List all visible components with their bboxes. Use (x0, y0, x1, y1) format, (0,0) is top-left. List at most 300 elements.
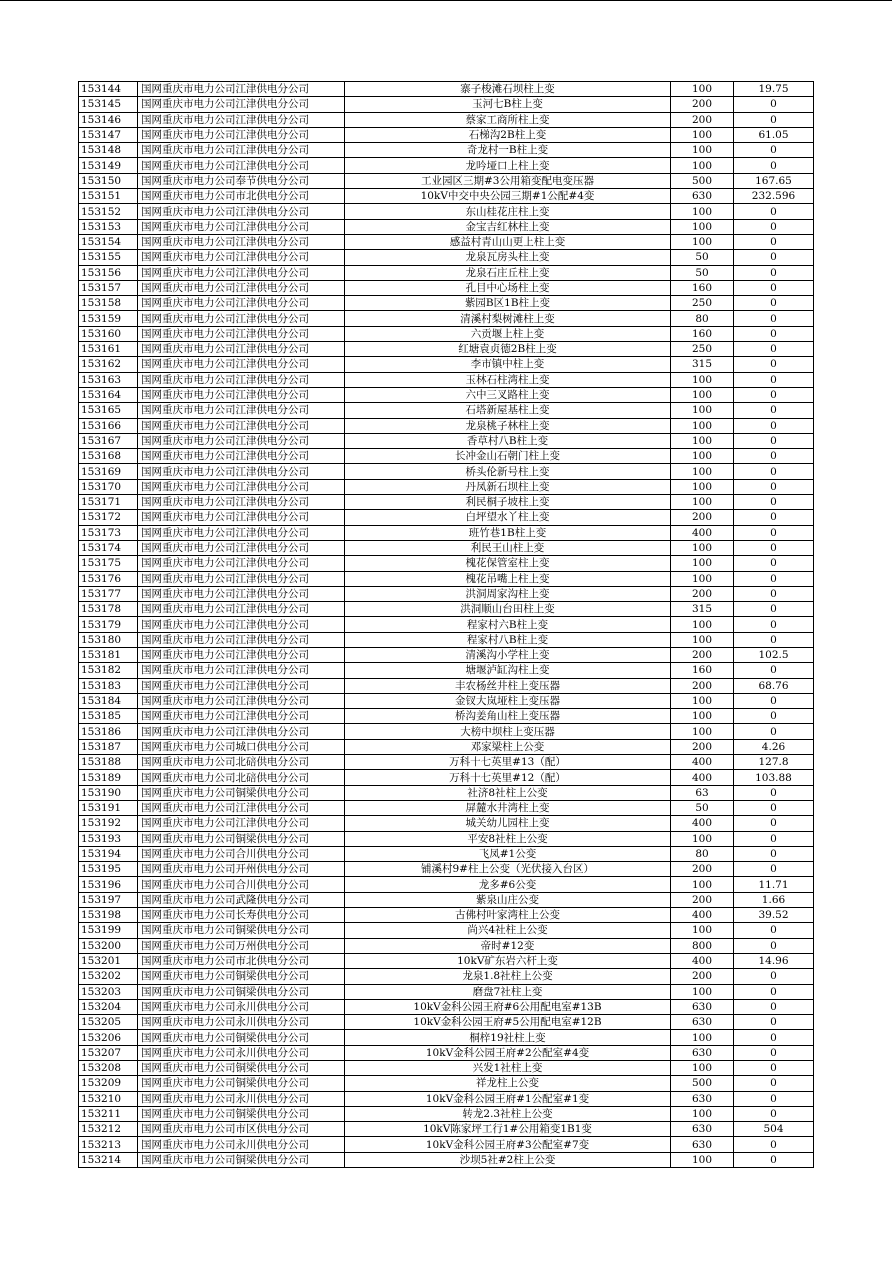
cell-capacity: 100 (671, 693, 734, 708)
cell-company: 国网重庆市电力公司江津供电分公司 (138, 540, 345, 555)
cell-value: 61.05 (734, 127, 814, 142)
cell-record-id: 153148 (79, 143, 138, 158)
cell-company: 国网重庆市电力公司江津供电分公司 (138, 82, 345, 97)
cell-company: 国网重庆市电力公司江津供电分公司 (138, 387, 345, 402)
cell-company: 国网重庆市电力公司江津供电分公司 (138, 326, 345, 341)
cell-record-id: 153144 (79, 82, 138, 97)
table-row (79, 311, 814, 326)
cell-company: 国网重庆市电力公司铜梁供电分公司 (138, 1061, 345, 1076)
table-row (79, 785, 814, 800)
cell-value: 0 (734, 112, 814, 127)
cell-capacity: 100 (671, 540, 734, 555)
cell-record-id: 153153 (79, 219, 138, 234)
cell-record-id: 153174 (79, 540, 138, 555)
cell-value: 0 (734, 372, 814, 387)
cell-transformer-name: 洪洞顺山台田柱上变 (345, 602, 671, 617)
cell-value: 0 (734, 602, 814, 617)
cell-capacity: 100 (671, 1030, 734, 1045)
cell-value: 0 (734, 250, 814, 265)
table-row (79, 189, 814, 204)
cell-value: 0 (734, 342, 814, 357)
cell-value: 0 (734, 999, 814, 1014)
cell-company: 国网重庆市电力公司铜梁供电分公司 (138, 785, 345, 800)
cell-transformer-name: 沙坝5社#2柱上公变 (345, 1152, 671, 1167)
cell-company: 国网重庆市电力公司江津供电分公司 (138, 464, 345, 479)
cell-transformer-name: 蔡家工商所柱上变 (345, 112, 671, 127)
cell-record-id: 153161 (79, 342, 138, 357)
cell-capacity: 100 (671, 877, 734, 892)
cell-value: 0 (734, 724, 814, 739)
cell-value: 0 (734, 1045, 814, 1060)
table-row (79, 816, 814, 831)
cell-transformer-name: 孔目中心场柱上变 (345, 280, 671, 295)
cell-company: 国网重庆市电力公司江津供电分公司 (138, 556, 345, 571)
table-row (79, 479, 814, 494)
cell-value: 0 (734, 143, 814, 158)
cell-value: 504 (734, 1122, 814, 1137)
cell-value: 0 (734, 265, 814, 280)
cell-transformer-name: 程家村八B柱上变 (345, 632, 671, 647)
cell-value: 0 (734, 433, 814, 448)
cell-transformer-name: 长冲金山石朝门柱上变 (345, 449, 671, 464)
table-row (79, 433, 814, 448)
cell-company: 国网重庆市电力公司江津供电分公司 (138, 127, 345, 142)
cell-value: 0 (734, 1137, 814, 1152)
cell-capacity: 630 (671, 999, 734, 1014)
table-row (79, 1122, 814, 1137)
cell-transformer-name: 磨盘7社柱上变 (345, 984, 671, 999)
cell-capacity: 630 (671, 1045, 734, 1060)
cell-capacity: 630 (671, 1015, 734, 1030)
table-body (79, 82, 814, 1168)
cell-transformer-name: 金钗大岚垭柱上变压器 (345, 693, 671, 708)
table-row (79, 984, 814, 999)
cell-transformer-name: 桥沟姜角山柱上变压器 (345, 709, 671, 724)
cell-capacity: 315 (671, 357, 734, 372)
table-row (79, 923, 814, 938)
cell-transformer-name: 清溪村梨树滩柱上变 (345, 311, 671, 326)
cell-record-id: 153159 (79, 311, 138, 326)
cell-transformer-name: 桐梓19社柱上变 (345, 1030, 671, 1045)
cell-value: 19.75 (734, 82, 814, 97)
table-row (79, 296, 814, 311)
cell-record-id: 153200 (79, 938, 138, 953)
cell-company: 国网重庆市电力公司永川供电分公司 (138, 1091, 345, 1106)
cell-company: 国网重庆市电力公司江津供电分公司 (138, 632, 345, 647)
cell-value: 0 (734, 1015, 814, 1030)
cell-company: 国网重庆市电力公司江津供电分公司 (138, 372, 345, 387)
cell-transformer-name: 龙泉石庄丘柱上变 (345, 265, 671, 280)
cell-company: 国网重庆市电力公司铜梁供电分公司 (138, 969, 345, 984)
cell-value: 0 (734, 846, 814, 861)
cell-capacity: 100 (671, 204, 734, 219)
cell-value: 0 (734, 219, 814, 234)
cell-record-id: 153202 (79, 969, 138, 984)
cell-capacity: 100 (671, 464, 734, 479)
cell-transformer-name: 龙吟垭口上柱上变 (345, 158, 671, 173)
cell-value: 0 (734, 280, 814, 295)
cell-capacity: 400 (671, 525, 734, 540)
cell-capacity: 400 (671, 770, 734, 785)
cell-capacity: 200 (671, 862, 734, 877)
cell-record-id: 153160 (79, 326, 138, 341)
table-row (79, 938, 814, 953)
table-row (79, 892, 814, 907)
cell-capacity: 100 (671, 984, 734, 999)
table-row (79, 510, 814, 525)
cell-value: 0 (734, 97, 814, 112)
cell-company: 国网重庆市电力公司江津供电分公司 (138, 219, 345, 234)
cell-company: 国网重庆市电力公司铜梁供电分公司 (138, 1076, 345, 1091)
cell-capacity: 100 (671, 495, 734, 510)
table-row (79, 953, 814, 968)
cell-transformer-name: 六贡堰上柱上变 (345, 326, 671, 341)
cell-capacity: 200 (671, 510, 734, 525)
cell-capacity: 200 (671, 892, 734, 907)
cell-value: 0 (734, 1106, 814, 1121)
cell-capacity: 100 (671, 1061, 734, 1076)
cell-capacity: 100 (671, 127, 734, 142)
cell-record-id: 153156 (79, 265, 138, 280)
cell-transformer-name: 大榜中坝柱上变压器 (345, 724, 671, 739)
cell-company: 国网重庆市电力公司市区供电分公司 (138, 1122, 345, 1137)
cell-transformer-name: 紫园B区1B柱上变 (345, 296, 671, 311)
cell-value: 0 (734, 449, 814, 464)
cell-record-id: 153212 (79, 1122, 138, 1137)
cell-company: 国网重庆市电力公司江津供电分公司 (138, 510, 345, 525)
cell-transformer-name: 帝时#12变 (345, 938, 671, 953)
table-row (79, 250, 814, 265)
cell-company: 国网重庆市电力公司开州供电分公司 (138, 862, 345, 877)
cell-company: 国网重庆市电力公司永川供电分公司 (138, 1015, 345, 1030)
table-row (79, 739, 814, 754)
cell-record-id: 153157 (79, 280, 138, 295)
cell-capacity: 160 (671, 663, 734, 678)
cell-transformer-name: 兴发1社柱上变 (345, 1061, 671, 1076)
table-row (79, 571, 814, 586)
table-row (79, 1015, 814, 1030)
cell-record-id: 153199 (79, 923, 138, 938)
cell-capacity: 200 (671, 678, 734, 693)
cell-capacity: 100 (671, 372, 734, 387)
cell-value: 0 (734, 816, 814, 831)
cell-value: 0 (734, 525, 814, 540)
cell-record-id: 153162 (79, 357, 138, 372)
cell-capacity: 160 (671, 280, 734, 295)
cell-capacity: 100 (671, 403, 734, 418)
cell-capacity: 800 (671, 938, 734, 953)
cell-company: 国网重庆市电力公司江津供电分公司 (138, 816, 345, 831)
cell-transformer-name: 香草村八B柱上变 (345, 433, 671, 448)
cell-record-id: 153171 (79, 495, 138, 510)
cell-value: 0 (734, 984, 814, 999)
table-row (79, 1061, 814, 1076)
cell-company: 国网重庆市电力公司江津供电分公司 (138, 143, 345, 158)
cell-capacity: 400 (671, 755, 734, 770)
cell-value: 0 (734, 464, 814, 479)
cell-transformer-name: 邓家梁柱上公变 (345, 739, 671, 754)
cell-transformer-name: 10kV金科公园王府#6公用配电室#13B (345, 999, 671, 1014)
table-row (79, 464, 814, 479)
cell-company: 国网重庆市电力公司江津供电分公司 (138, 158, 345, 173)
cell-record-id: 153166 (79, 418, 138, 433)
cell-capacity: 100 (671, 617, 734, 632)
cell-record-id: 153154 (79, 234, 138, 249)
cell-record-id: 153149 (79, 158, 138, 173)
cell-value: 4.26 (734, 739, 814, 754)
spreadsheet-page (78, 81, 814, 1168)
cell-transformer-name: 龙泉瓦房头柱上变 (345, 250, 671, 265)
cell-record-id: 153189 (79, 770, 138, 785)
cell-company: 国网重庆市电力公司江津供电分公司 (138, 693, 345, 708)
cell-value: 0 (734, 632, 814, 647)
cell-company: 国网重庆市电力公司城口供电分公司 (138, 739, 345, 754)
cell-company: 国网重庆市电力公司江津供电分公司 (138, 724, 345, 739)
cell-company: 国网重庆市电力公司市北供电分公司 (138, 189, 345, 204)
cell-value: 1.66 (734, 892, 814, 907)
cell-company: 国网重庆市电力公司江津供电分公司 (138, 479, 345, 494)
table-row (79, 831, 814, 846)
cell-record-id: 153182 (79, 663, 138, 678)
table-row (79, 908, 814, 923)
cell-record-id: 153164 (79, 387, 138, 402)
cell-record-id: 153201 (79, 953, 138, 968)
cell-value: 0 (734, 617, 814, 632)
cell-company: 国网重庆市电力公司北碚供电分公司 (138, 770, 345, 785)
table-row (79, 1076, 814, 1091)
cell-record-id: 153204 (79, 999, 138, 1014)
cell-record-id: 153191 (79, 800, 138, 815)
table-row (79, 173, 814, 188)
cell-company: 国网重庆市电力公司江津供电分公司 (138, 204, 345, 219)
cell-company: 国网重庆市电力公司市北供电分公司 (138, 953, 345, 968)
cell-capacity: 630 (671, 1137, 734, 1152)
cell-capacity: 80 (671, 311, 734, 326)
cell-capacity: 100 (671, 418, 734, 433)
table-row (79, 877, 814, 892)
cell-transformer-name: 程家村六B柱上变 (345, 617, 671, 632)
cell-transformer-name: 社济8社柱上公变 (345, 785, 671, 800)
table-row (79, 800, 814, 815)
table-row (79, 127, 814, 142)
cell-transformer-name: 龙多#6公变 (345, 877, 671, 892)
cell-value: 0 (734, 296, 814, 311)
cell-value: 0 (734, 387, 814, 402)
cell-transformer-name: 石塔新屋基柱上变 (345, 403, 671, 418)
cell-capacity: 630 (671, 1091, 734, 1106)
table-row (79, 862, 814, 877)
cell-transformer-name: 玉林石柱湾柱上变 (345, 372, 671, 387)
cell-capacity: 250 (671, 296, 734, 311)
table-row (79, 418, 814, 433)
cell-company: 国网重庆市电力公司江津供电分公司 (138, 709, 345, 724)
cell-company: 国网重庆市电力公司江津供电分公司 (138, 280, 345, 295)
cell-record-id: 153165 (79, 403, 138, 418)
cell-transformer-name: 10kV陈家坪工行1#公用箱变1B1变 (345, 1122, 671, 1137)
table-row (79, 495, 814, 510)
cell-capacity: 500 (671, 173, 734, 188)
cell-value: 0 (734, 709, 814, 724)
cell-transformer-name: 玉河七B柱上变 (345, 97, 671, 112)
cell-company: 国网重庆市电力公司江津供电分公司 (138, 342, 345, 357)
table-row (79, 1152, 814, 1167)
cell-record-id: 153147 (79, 127, 138, 142)
cell-transformer-name: 奇龙村一B柱上变 (345, 143, 671, 158)
table-row (79, 647, 814, 662)
cell-record-id: 153205 (79, 1015, 138, 1030)
cell-company: 国网重庆市电力公司铜梁供电分公司 (138, 1152, 345, 1167)
cell-value: 68.76 (734, 678, 814, 693)
cell-company: 国网重庆市电力公司铜梁供电分公司 (138, 1030, 345, 1045)
table-row (79, 999, 814, 1014)
cell-capacity: 400 (671, 953, 734, 968)
cell-capacity: 50 (671, 265, 734, 280)
cell-record-id: 153198 (79, 908, 138, 923)
cell-transformer-name: 工业园区三期#3公用箱变配电变压器 (345, 173, 671, 188)
cell-company: 国网重庆市电力公司江津供电分公司 (138, 525, 345, 540)
cell-company: 国网重庆市电力公司长寿供电分公司 (138, 908, 345, 923)
cell-record-id: 153207 (79, 1045, 138, 1060)
table-row (79, 280, 814, 295)
cell-record-id: 153190 (79, 785, 138, 800)
table-row (79, 755, 814, 770)
table-row (79, 158, 814, 173)
table-row (79, 387, 814, 402)
cell-company: 国网重庆市电力公司万州供电分公司 (138, 938, 345, 953)
cell-capacity: 200 (671, 739, 734, 754)
table-row (79, 1030, 814, 1045)
cell-capacity: 100 (671, 724, 734, 739)
cell-record-id: 153184 (79, 693, 138, 708)
table-row (79, 586, 814, 601)
cell-value: 0 (734, 1091, 814, 1106)
table-row (79, 709, 814, 724)
cell-record-id: 153173 (79, 525, 138, 540)
cell-company: 国网重庆市电力公司江津供电分公司 (138, 495, 345, 510)
cell-record-id: 153208 (79, 1061, 138, 1076)
cell-capacity: 100 (671, 387, 734, 402)
cell-record-id: 153178 (79, 602, 138, 617)
cell-value: 0 (734, 311, 814, 326)
cell-transformer-name: 丹凤新石坝柱上变 (345, 479, 671, 494)
cell-company: 国网重庆市电力公司永川供电分公司 (138, 1045, 345, 1060)
cell-value: 0 (734, 540, 814, 555)
cell-transformer-name: 班竹巷1B柱上变 (345, 525, 671, 540)
cell-capacity: 315 (671, 602, 734, 617)
cell-company: 国网重庆市电力公司江津供电分公司 (138, 357, 345, 372)
cell-transformer-name: 金宝吉红林柱上变 (345, 219, 671, 234)
table-row (79, 82, 814, 97)
cell-value: 0 (734, 556, 814, 571)
cell-capacity: 100 (671, 923, 734, 938)
cell-transformer-name: 10kV金科公园王府#1公配室#1变 (345, 1091, 671, 1106)
cell-company: 国网重庆市电力公司永川供电分公司 (138, 999, 345, 1014)
cell-capacity: 250 (671, 342, 734, 357)
table-row (79, 449, 814, 464)
cell-company: 国网重庆市电力公司江津供电分公司 (138, 586, 345, 601)
cell-record-id: 153203 (79, 984, 138, 999)
cell-capacity: 50 (671, 250, 734, 265)
cell-capacity: 100 (671, 571, 734, 586)
table-row (79, 770, 814, 785)
cell-company: 国网重庆市电力公司江津供电分公司 (138, 617, 345, 632)
table-row (79, 143, 814, 158)
cell-transformer-name: 槐花保管室柱上变 (345, 556, 671, 571)
cell-company: 国网重庆市电力公司江津供电分公司 (138, 678, 345, 693)
cell-record-id: 153194 (79, 846, 138, 861)
cell-record-id: 153183 (79, 678, 138, 693)
cell-record-id: 153193 (79, 831, 138, 846)
table-row (79, 357, 814, 372)
table-row (79, 234, 814, 249)
page-top-border (0, 0, 892, 1)
cell-record-id: 153170 (79, 479, 138, 494)
cell-transformer-name: 万科十七英里#13（配） (345, 755, 671, 770)
table-row (79, 219, 814, 234)
cell-company: 国网重庆市电力公司江津供电分公司 (138, 433, 345, 448)
cell-company: 国网重庆市电力公司北碚供电分公司 (138, 755, 345, 770)
cell-record-id: 153192 (79, 816, 138, 831)
table-row (79, 372, 814, 387)
cell-value: 39.52 (734, 908, 814, 923)
cell-capacity: 200 (671, 969, 734, 984)
cell-transformer-name: 东山桂花庄柱上变 (345, 204, 671, 219)
cell-value: 103.88 (734, 770, 814, 785)
cell-value: 0 (734, 1030, 814, 1045)
table-row (79, 97, 814, 112)
table-row (79, 663, 814, 678)
cell-record-id: 153180 (79, 632, 138, 647)
cell-capacity: 160 (671, 326, 734, 341)
cell-company: 国网重庆市电力公司铜梁供电分公司 (138, 984, 345, 999)
cell-transformer-name: 石梯沟2B柱上变 (345, 127, 671, 142)
cell-transformer-name: 祥龙柱上公变 (345, 1076, 671, 1091)
cell-value: 0 (734, 969, 814, 984)
cell-record-id: 153185 (79, 709, 138, 724)
cell-record-id: 153168 (79, 449, 138, 464)
cell-value: 102.5 (734, 647, 814, 662)
cell-record-id: 153152 (79, 204, 138, 219)
cell-capacity: 100 (671, 556, 734, 571)
cell-company: 国网重庆市电力公司江津供电分公司 (138, 234, 345, 249)
cell-transformer-name: 白坪望水丫柱上变 (345, 510, 671, 525)
cell-company: 国网重庆市电力公司江津供电分公司 (138, 602, 345, 617)
cell-transformer-name: 尚兴4社柱上公变 (345, 923, 671, 938)
cell-company: 国网重庆市电力公司江津供电分公司 (138, 800, 345, 815)
cell-record-id: 153211 (79, 1106, 138, 1121)
cell-value: 0 (734, 938, 814, 953)
cell-value: 167.65 (734, 173, 814, 188)
cell-value: 0 (734, 800, 814, 815)
cell-record-id: 153177 (79, 586, 138, 601)
cell-transformer-name: 龙泉1.8社柱上公变 (345, 969, 671, 984)
table-row (79, 617, 814, 632)
cell-transformer-name: 龙泉桃子林柱上变 (345, 418, 671, 433)
cell-value: 0 (734, 326, 814, 341)
cell-value: 0 (734, 831, 814, 846)
cell-record-id: 153151 (79, 189, 138, 204)
table-row (79, 403, 814, 418)
cell-company: 国网重庆市电力公司江津供电分公司 (138, 663, 345, 678)
table-row (79, 112, 814, 127)
cell-company: 国网重庆市电力公司江津供电分公司 (138, 403, 345, 418)
cell-record-id: 153158 (79, 296, 138, 311)
table-row (79, 1137, 814, 1152)
cell-record-id: 153155 (79, 250, 138, 265)
cell-value: 0 (734, 510, 814, 525)
table-row (79, 678, 814, 693)
cell-value: 11.71 (734, 877, 814, 892)
